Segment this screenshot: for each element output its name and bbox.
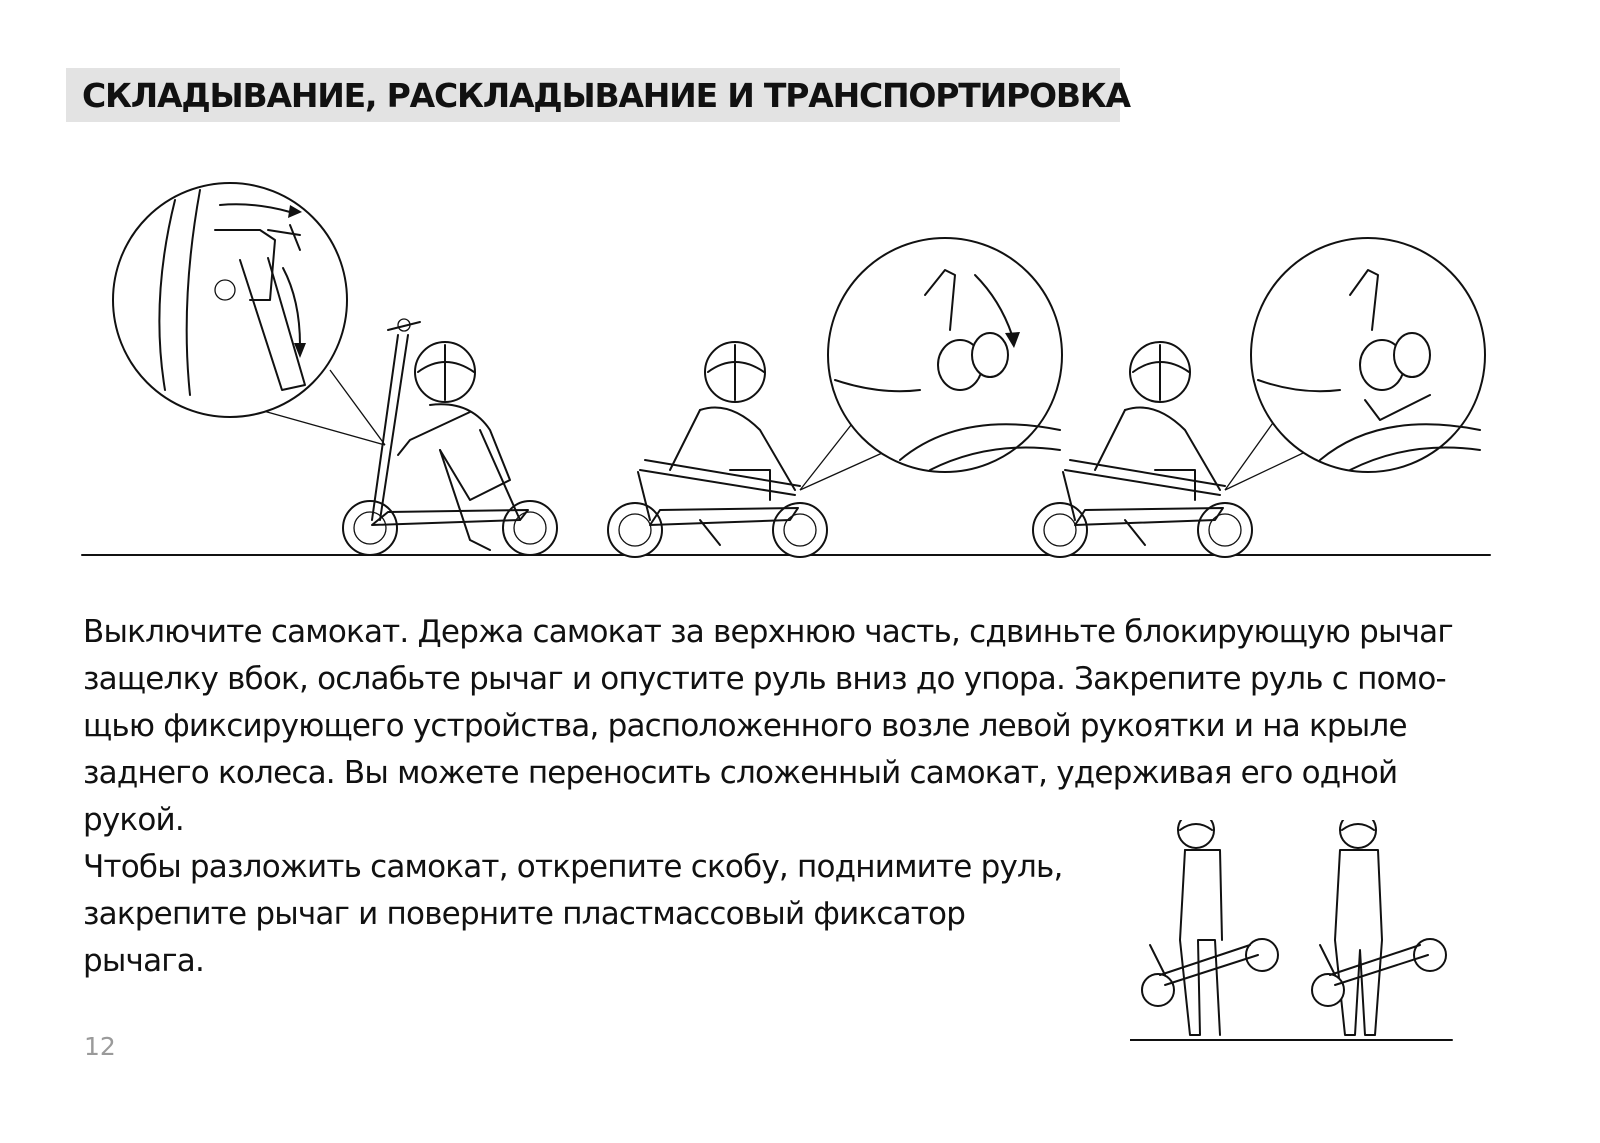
page-title: СКЛАДЫВАНИЕ, РАСКЛАДЫВАНИЕ И ТРАНСПОРТИРОВКА xyxy=(82,76,1130,115)
section-title-bar xyxy=(66,68,1130,122)
step-1-figure xyxy=(343,319,557,555)
page-number: 12 xyxy=(84,1032,116,1061)
folding-steps-illustration xyxy=(0,170,1600,570)
callout-3-zoom xyxy=(1251,238,1485,472)
callout-1-zoom xyxy=(113,183,347,417)
folding-paragraph: Выключите самокат. Держа самокат за верхнюю часть, сдвиньте блокирующую рычаг защелку вбок, ослабьте рычаг и опустите руль вниз до упора. Закрепите руль с помо- щью фиксирующего устройства, расположенного возле левой рукоятки и на крыле заднего колеса. Вы можете переносить сложенный самокат, удерживая его одной рукой. xyxy=(83,614,1453,838)
carry-figure-front xyxy=(1312,820,1446,1035)
step-3-figure xyxy=(1033,342,1252,557)
carry-figure-side xyxy=(1142,820,1278,1035)
step-2-figure xyxy=(608,342,827,557)
callout-2-zoom xyxy=(828,238,1062,472)
unfolding-paragraph: Чтобы разложить самокат, открепите скобу, поднимите руль, закрепите рычаг и поверните пластмассовый фиксатор рычага. xyxy=(83,849,1063,979)
carrying-illustration xyxy=(1130,820,1460,1050)
